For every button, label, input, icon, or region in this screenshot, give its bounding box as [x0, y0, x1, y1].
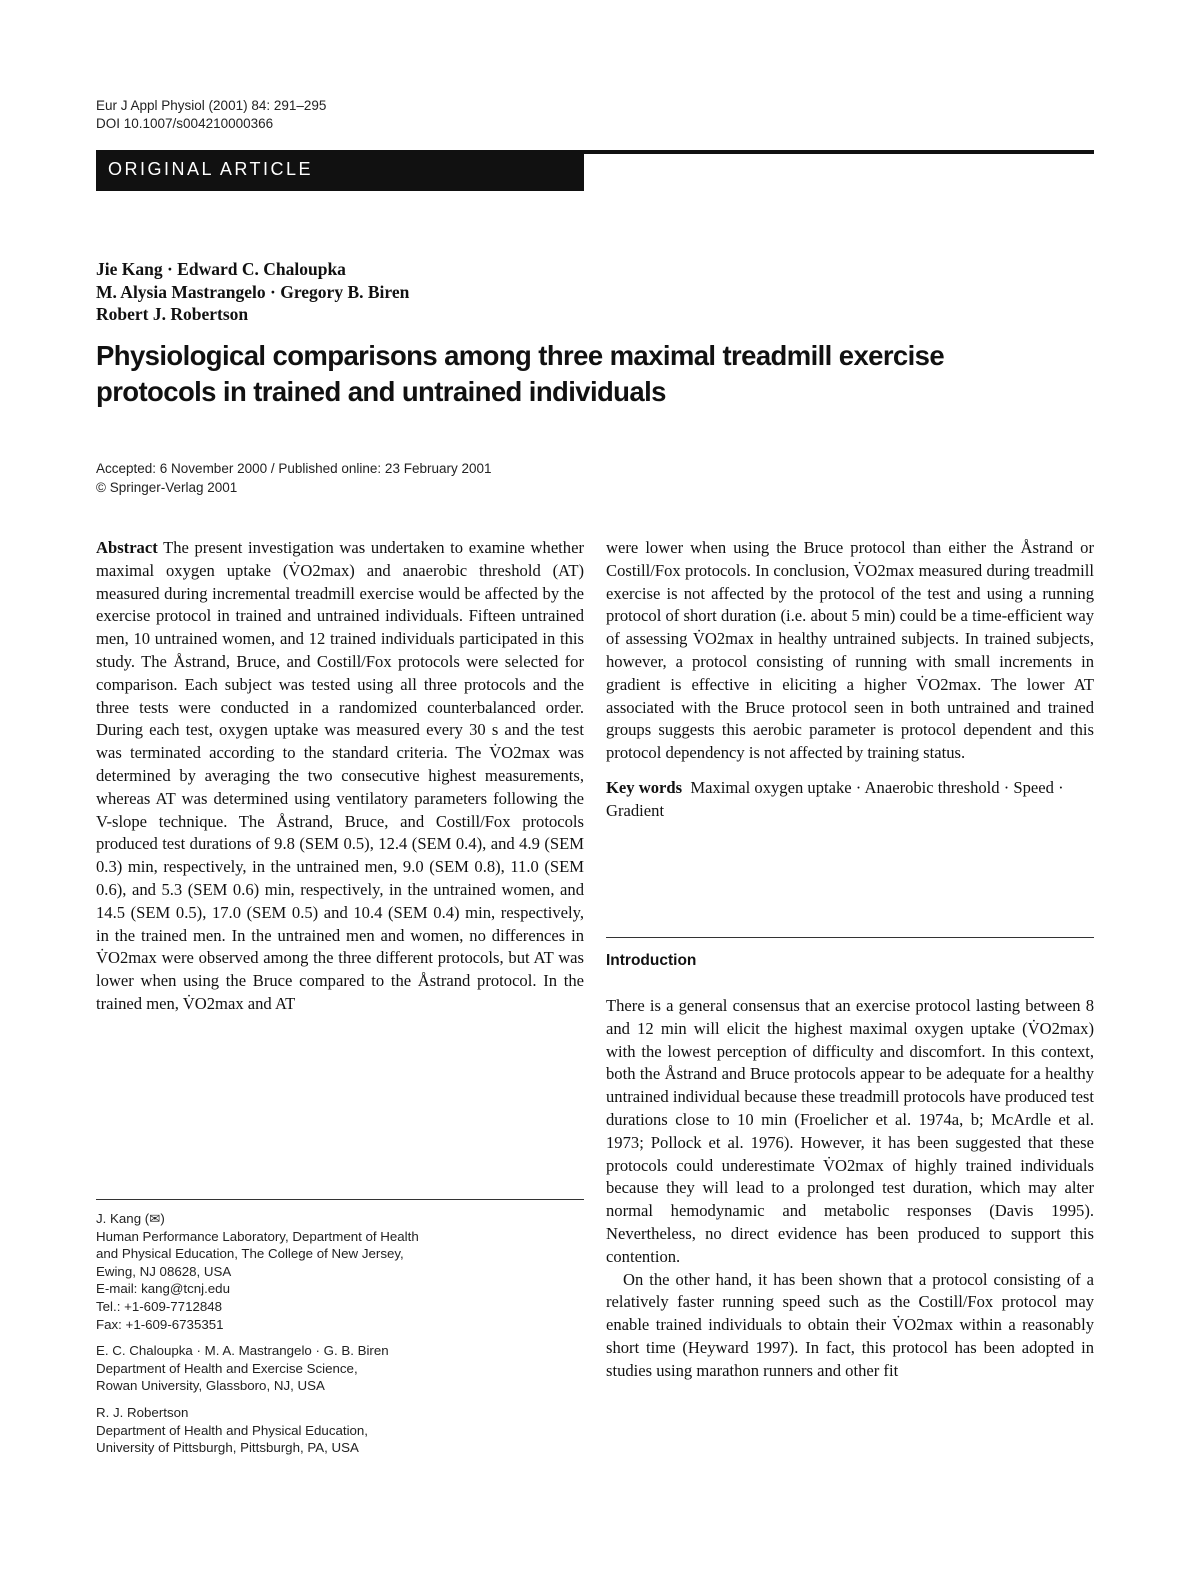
corr-phone: Tel.: +1-609-7712848	[96, 1298, 223, 1314]
keywords	[606, 777, 1094, 823]
corr-line: R. J. Robertson	[96, 1404, 189, 1420]
abstract-continued: were lower when using the Bruce protocol than either the Åstrand or Costill/Fox protocols. In conclusion, V̇O2max measured during treadmill exercise is not affected by the protocol of the test and using a running protocol of short duration (i.e. about 5 min) could be a time-efficient way of assessing V̇O2max in healthy untrained subjects. In trained subjects, however, a protocol consisting of running with small increments in gradient is effective in eliciting a higher V̇O2max. The lower AT associated with the Bruce protocol seen in both untrained and trained groups suggests this aerobic parameter is protocol dependent and this protocol dependency is not affected by training status.	[606, 538, 1094, 763]
article-title	[96, 338, 1096, 410]
corr-line: Human Performance Laboratory, Department of Health	[96, 1228, 419, 1244]
corr-email[interactable]: E-mail: kang@tcnj.edu	[96, 1281, 230, 1297]
keywords-label: Key words	[606, 777, 683, 797]
author-list	[96, 258, 409, 326]
corr-fax: Fax: +1-609-6735351	[96, 1316, 224, 1332]
intro-paragraph: On the other hand, it has been shown that a protocol consisting of a relatively faster running speed such as the Costill/Fox protocol may enable trained individuals to obtain their V̇O2max within a reasonably short time (Heyward 1997). In fact, this protocol has been adopted in studies using marathon runners and other fit	[606, 1269, 1094, 1380]
corr-line: Department of Health and Exercise Science,	[96, 1360, 358, 1376]
corr-line: and Physical Education, The College of New Jersey,	[96, 1246, 404, 1262]
corr-line: J. Kang (✉)	[96, 1211, 165, 1226]
correspondence-author	[96, 1210, 584, 1333]
publication-dates	[96, 459, 492, 497]
journal-doi: DOI 10.1007/s004210000366	[96, 116, 274, 131]
author-line: Robert J. Robertson	[96, 304, 249, 324]
section-divider	[606, 937, 1094, 938]
footnote-divider	[96, 1199, 584, 1200]
title-line: Physiological comparisons among three maximal treadmill exercise	[96, 340, 945, 371]
intro-paragraph: There is a general consensus that an exercise protocol lasting between 8 and 12 min will elicit the highest maximal oxygen uptake (V̇O2max) with the lowest perception of difficulty and discomfort. In this context, both the Åstrand and Bruce protocols appear to be adequate for a healthy untrained individual because these treadmill protocols have produced test durations close to 10 min (Froelicher et al. 1974a, b; McArdle et al. 1973; Pollock et al. 1976). However, it has been suggested that these protocols could underestimate V̇O2max of highly trained individuals because they will lead to a prolonged test duration, which may alter normal hemodynamic and metabolic responses (Davis 1995). Nevertheless, no direct evidence has been produced to support this contention.	[606, 996, 1094, 1266]
author-line: Jie Kang · Edward C. Chaloupka	[96, 259, 346, 279]
introduction-heading: Introduction	[606, 952, 697, 969]
corr-line: Department of Health and Physical Education,	[96, 1422, 369, 1438]
affiliation-block	[96, 1404, 584, 1457]
affiliation-block	[96, 1342, 584, 1395]
abstract-left-column	[96, 537, 584, 1016]
journal-info	[96, 97, 326, 133]
title-line: protocols in trained and untrained individuals	[96, 376, 666, 407]
header-rule	[583, 150, 1094, 154]
corr-line: E. C. Chaloupka · M. A. Mastrangelo · G. B. Biren	[96, 1343, 389, 1359]
copyright: © Springer-Verlag 2001	[96, 480, 238, 495]
abstract-label: Abstract	[96, 538, 158, 557]
keywords-text: Maximal oxygen uptake · Anaerobic threshold · Speed · Gradient	[606, 777, 1064, 820]
corr-line: University of Pittsburgh, Pittsburgh, PA, USA	[96, 1440, 359, 1456]
corr-line: Ewing, NJ 08628, USA	[96, 1263, 232, 1279]
article-type-banner	[96, 150, 584, 191]
accepted-date: Accepted: 6 November 2000 / Published online: 23 February 2001	[96, 461, 492, 476]
correspondence-info	[96, 1210, 584, 1466]
abstract-paragraph	[96, 537, 584, 1016]
author-line: M. Alysia Mastrangelo · Gregory B. Biren	[96, 281, 410, 302]
abstract-text: The present investigation was undertaken to examine whether maximal oxygen uptake (V̇O2max) and anaerobic threshold (AT) measured during incremental treadmill exercise would be affected by the exercise protocol in trained and untrained individuals. Fifteen untrained men, 10 untrained women, and 12 trained individuals participated in this study. The Åstrand, Bruce, and Costill/Fox protocols were selected for comparison. Each subject was tested using all three protocols and the three tests were conducted in a randomized counterbalanced order. During each test, oxygen uptake was measured every 30 s and the test was terminated according to the standard criteria. The V̇O2max was determined by averaging the two consecutive highest measurements, whereas AT was determined using ventilatory parameters following the V-slope technique. The Åstrand, Bruce, and Costill/Fox protocols produced test durations of 9.8 (SEM 0.5), 12.4 (SEM 0.4), and 4.9 (SEM 0.3) min, respectively, in the untrained men, 9.0 (SEM 0.8), 11.0 (SEM 0.6), and 5.3 (SEM 0.6) min, respectively, in the untrained women, and 14.5 (SEM 0.5), 17.0 (SEM 0.5) and 10.4 (SEM 0.4) min, respectively, in the trained men. In the untrained men and women, no differences in V̇O2max were observed among the three different protocols, but AT was lower when using the Bruce compared to the Åstrand protocol. In the trained men, V̇O2max and AT	[96, 538, 584, 1013]
introduction-body	[606, 995, 1094, 1383]
corr-line: Rowan University, Glassboro, NJ, USA	[96, 1378, 325, 1394]
abstract-right-column	[606, 537, 1094, 823]
journal-citation: Eur J Appl Physiol (2001) 84: 291–295	[96, 98, 327, 113]
article-type-label: ORIGINAL ARTICLE	[108, 159, 314, 179]
